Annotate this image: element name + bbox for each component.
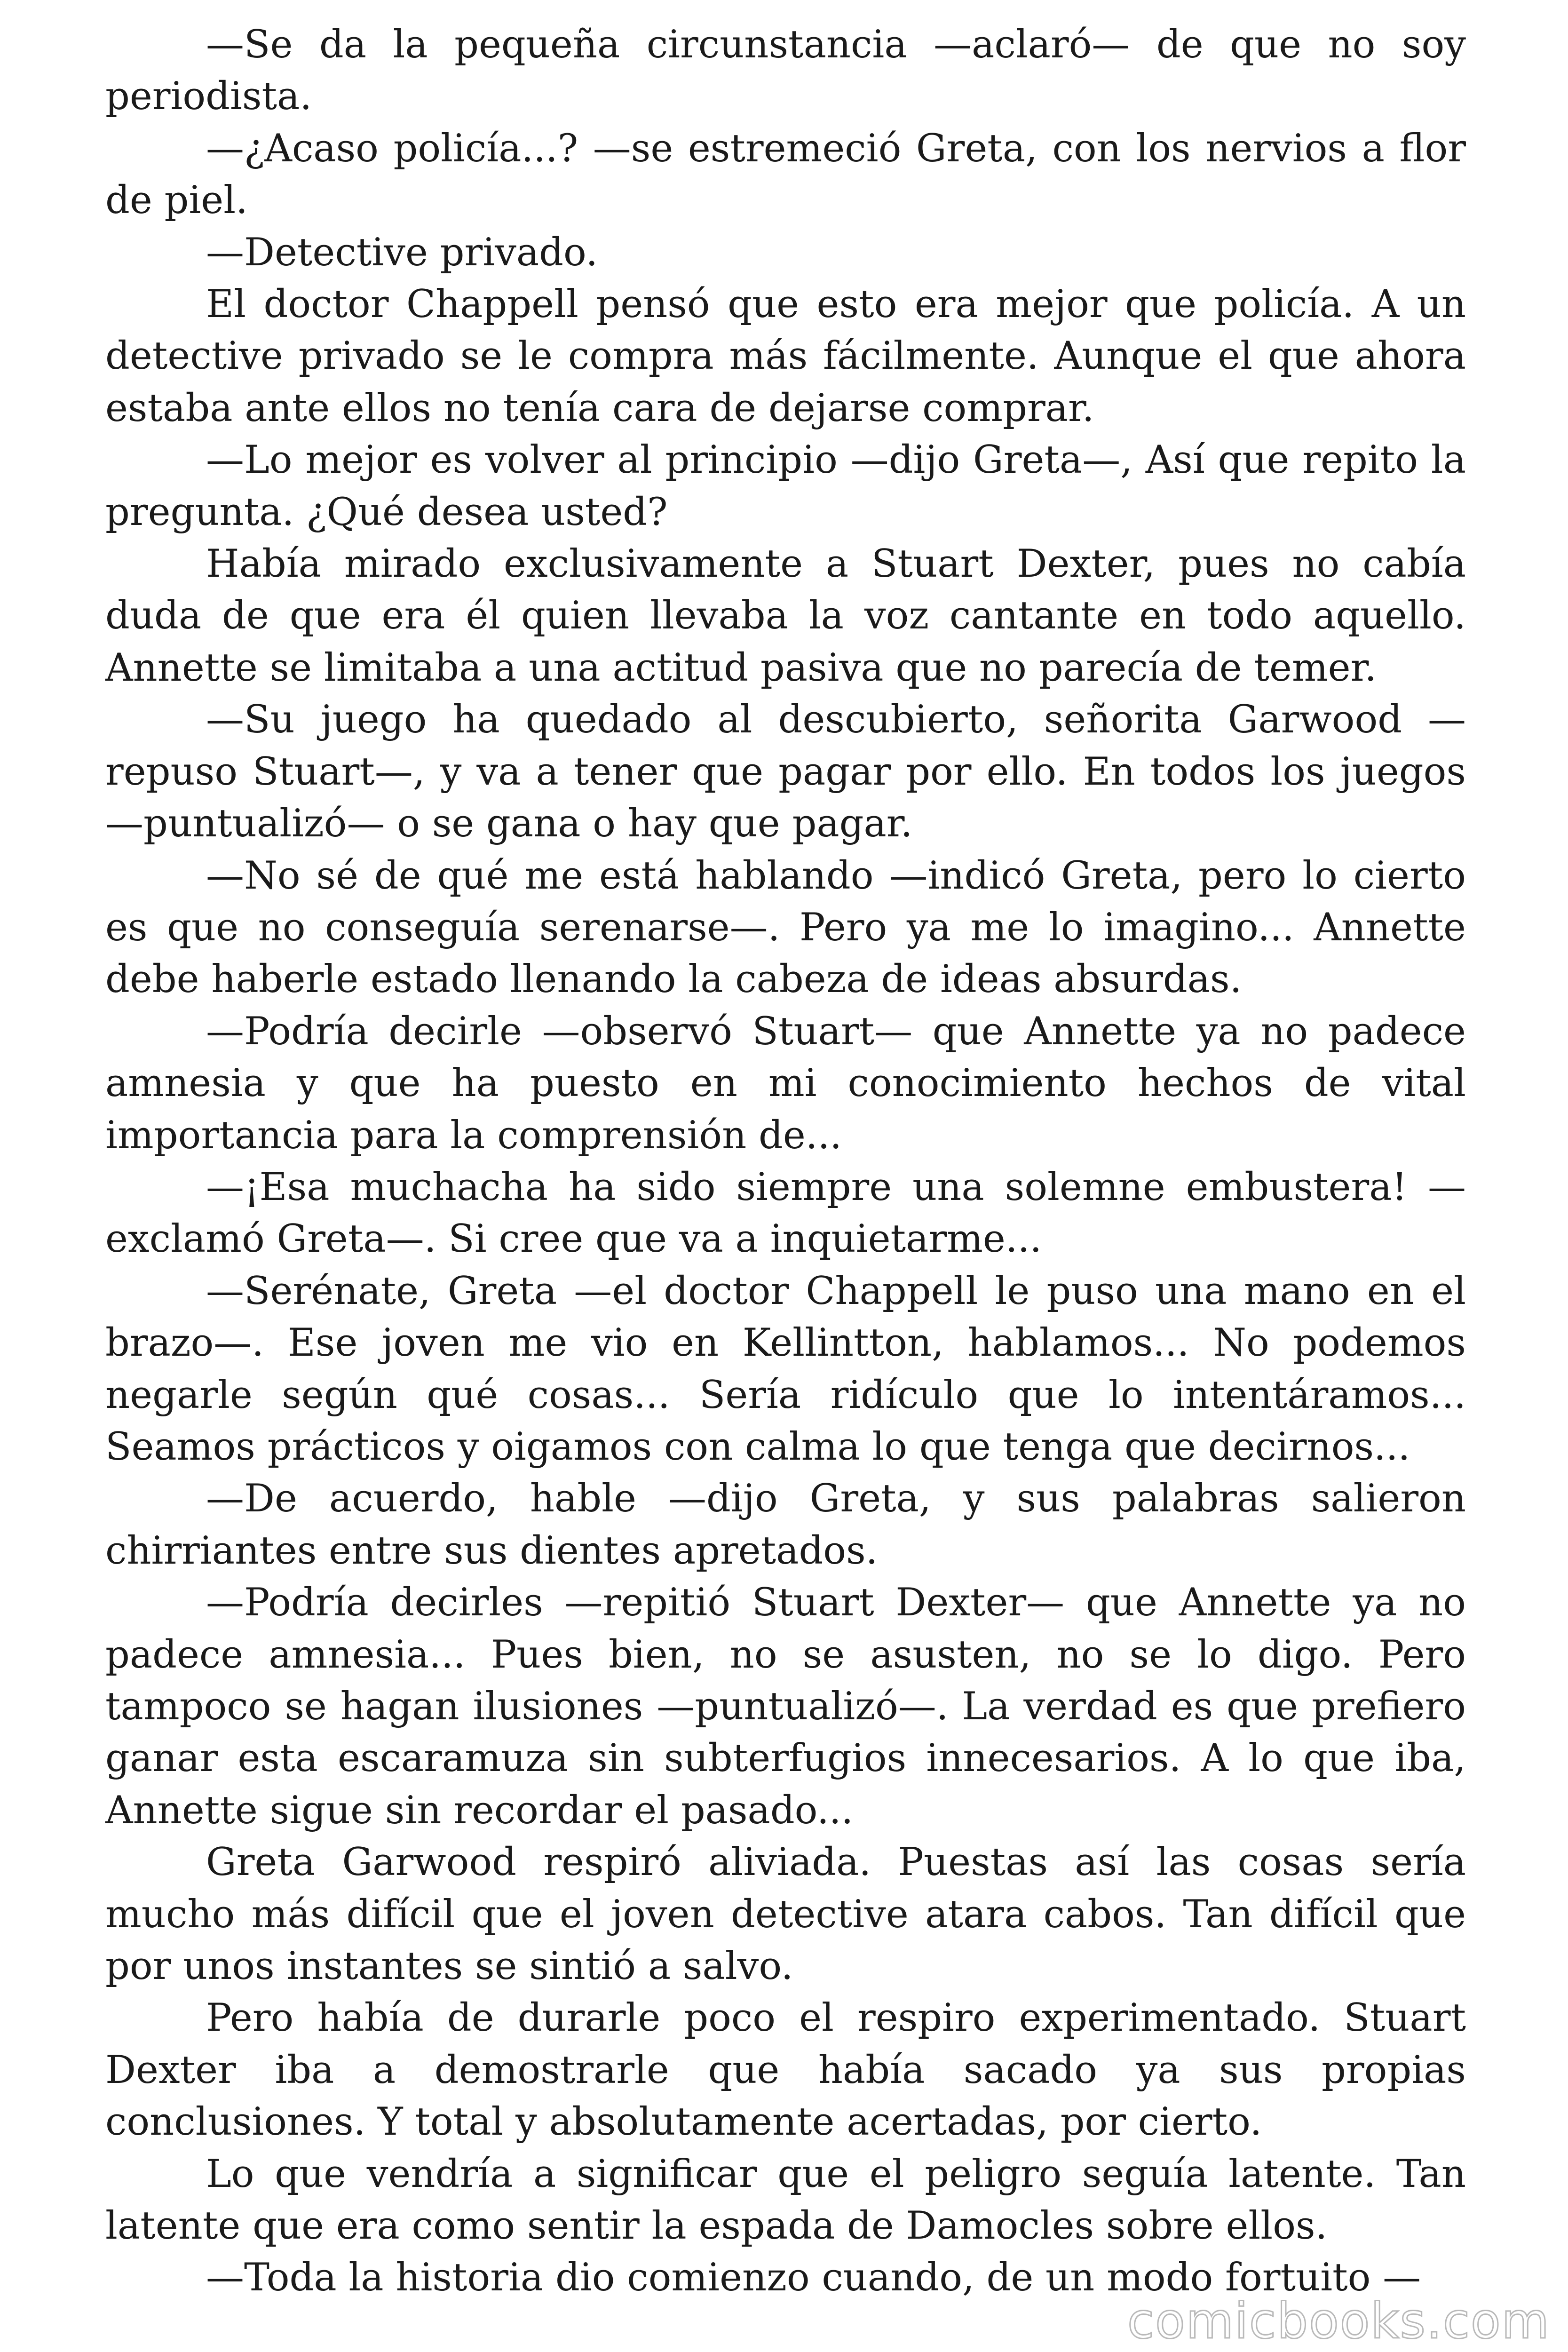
book-page-text <box>105 19 1466 2304</box>
paragraph-17: —Toda la historia dio comienzo cuando, de un modo fortuito — <box>206 2256 1421 2300</box>
paragraph-1: —Se da la pequeña circunstancia —aclaró— de que no soy periodista. <box>105 23 1466 119</box>
paragraph-7: —Su juego ha quedado al descubierto, señorita Garwood —repuso Stuart—, y va a tener que pagar por ello. En todos los juegos —puntualizó— o se gana o hay que pagar. <box>105 698 1466 846</box>
paragraph-8: —No sé de qué me está hablando —indicó Greta, pero lo cierto es que no conseguía serenarse—. Pero ya me lo imagino... Annette debe haberle estado llenando la cabeza de ideas absurdas. <box>105 853 1466 1002</box>
paragraph-13: —Podría decirles —repitió Stuart Dexter— que Annette ya no padece amnesia... Pues bien, no se asusten, no se lo digo. Pero tampoco se hagan ilusiones —puntualizó—. La verdad es que prefiero ganar esta escaramuza sin subterfugios innecesarios. A lo que iba, Annette sigue sin recordar el pasado... <box>105 1581 1466 1833</box>
paragraph-5: —Lo mejor es volver al principio —dijo Greta—, Así que repito la pregunta. ¿Qué desea usted? <box>105 438 1466 534</box>
paragraph-11: —Serénate, Greta —el doctor Chappell le puso una mano en el brazo—. Ese joven me vio en Kellintton, hablamos... No podemos negarle según qué cosas... Sería ridículo que lo intentáramos... Seamos prácticos y oigamos con calma lo que tenga que decirnos... <box>105 1269 1466 1469</box>
paragraph-16: Lo que vendría a significar que el peligro seguía latente. Tan latente que era como sentir la espada de Damocles sobre ellos. <box>105 2152 1466 2249</box>
paragraph-6: Había mirado exclusivamente a Stuart Dexter, pues no cabía duda de que era él quien llevaba la voz cantante en todo aquello. Annette se limitaba a una actitud pasiva que no parecía de temer. <box>105 542 1466 690</box>
paragraph-10: —¡Esa muchacha ha sido siempre una solemne embustera! —exclamó Greta—. Si cree que va a inquietarme... <box>105 1165 1466 1262</box>
paragraph-3: —Detective privado. <box>206 230 598 275</box>
paragraph-2: —¿Acaso policía...? —se estremeció Greta, con los nervios a flor de piel. <box>105 126 1466 223</box>
paragraph-12: —De acuerdo, hable —dijo Greta, y sus palabras salieron chirriantes entre sus dientes apretados. <box>105 1477 1466 1573</box>
watermark-logo: comicbooks.com <box>1127 2292 1550 2350</box>
paragraph-15: Pero había de durarle poco el respiro experimentado. Stuart Dexter iba a demostrarle que había sacado ya sus propias conclusiones. Y total y absolutamente acertadas, por cierto. <box>105 1996 1466 2145</box>
paragraph-4: El doctor Chappell pensó que esto era mejor que policía. A un detective privado se le compra más fácilmente. Aunque el que ahora estaba ante ellos no tenía cara de dejarse comprar. <box>105 282 1466 430</box>
paragraph-9: —Podría decirle —observó Stuart— que Annette ya no padece amnesia y que ha puesto en mi conocimiento hechos de vital importancia para la comprensión de... <box>105 1009 1466 1158</box>
paragraph-14: Greta Garwood respiró aliviada. Puestas así las cosas sería mucho más difícil que el joven detective atara cabos. Tan difícil que por unos instantes se sintió a salvo. <box>105 1840 1466 1989</box>
